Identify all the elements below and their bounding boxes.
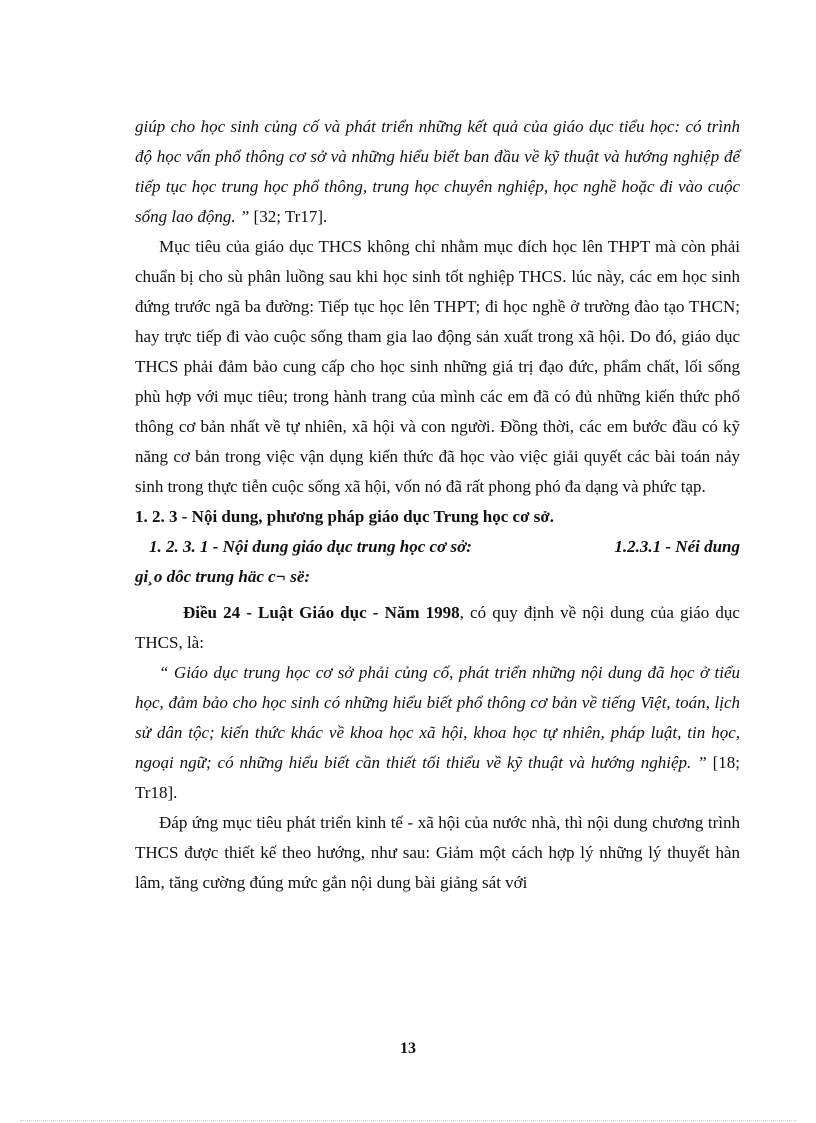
section-heading-1-2-3-1	[135, 532, 740, 562]
paragraph-objectives: Mục tiêu của giáo dục THCS không chỉ nhằm mục đích học lên THPT mà còn phải chuẩn bị cho sù phân luồng sau khi học sinh tốt nghiệp THCS. lúc này, các em học sinh đứng trước ngã ba đường: Tiếp tục học lên THPT; đi học nghề ở trường đào tạo THCN; hay trực tiếp đi vào cuộc sống tham gia lao động sản xuất trong xã hội. Do đó, giáo dục THCS phải đảm bảo cung cấp cho học sinh những giá trị đạo đức, phẩm chất, lối sống phù hợp với mục tiêu; trong hành trang của mình các em đã có đủ những kiến thức phổ thông cơ bản nhất về tự nhiên, xã hội và con người. Đồng thời, các em bước đầu có kỹ năng cơ bản trong việc vận dụng kiến thức đã học vào việc giải quyết các bài toán nảy sinh trong thực tiễn cuộc sống xã hội, vốn nó đã rất phong phó đa dạng và phức tạp.	[135, 237, 740, 496]
quote-continuation	[135, 112, 740, 232]
section-heading-1-2-3-1-text: 1. 2. 3. 1 - Nội dung giáo dục trung học cơ sở:	[149, 537, 472, 556]
article-24-intro	[135, 598, 740, 658]
quote-article-24-text: “ Giáo dục trung học cơ sở phải củng cố, phát triển những nội dung đã học ở tiểu học, đảm bảo cho học sinh có những hiểu biết phổ thông cơ bản về tiếng Việt, toán, lịch sử dân tộc; kiến thức khác về khoa học xã hội, khoa học tự nhiên, pháp luật, tin học, ngoại ngữ; có những hiểu biết cần thiết tối thiểu về kỹ thuật và hướng nghiệp. ”	[135, 663, 740, 772]
quote-article-24	[135, 658, 740, 808]
quote-continuation-reference: [32; Tr17].	[249, 207, 328, 226]
article-24-intro-text: , có quy định về nội dung của giáo dục THCS, là:	[135, 603, 740, 652]
page-body	[135, 112, 740, 898]
quote-article-24-reference: [18; Tr18].	[135, 753, 740, 802]
paragraph-curriculum: Đáp ứng mục tiêu phát triển kinh tế - xã hội của nước nhà, thì nội dung chương trình THCS được thiết kế theo hướng, như sau: Giảm một cách hợp lý những lý thuyết hàn lâm, tăng cường đúng mức gắn nội dung bài giảng sát với	[135, 813, 740, 892]
article-24-citation: Điều 24 - Luật Giáo dục - Năm 1998	[183, 603, 460, 622]
section-heading-1-2-3: 1. 2. 3 - Nội dung, phương pháp giáo dục Trung học cơ sở.	[135, 507, 555, 526]
page-number: 13	[400, 1040, 416, 1057]
section-heading-garbled-continuation: gi¸o dôc trung häc c¬ së:	[135, 567, 311, 586]
quote-continuation-text: giúp cho học sinh củng cố và phát triển những kết quả của giáo dục tiểu học: có trình độ học vấn phổ thông cơ sở và những hiểu biết ban đầu về kỹ thuật và hướng nghiệp để tiếp tục học trung học phổ thông, trung học chuyên nghiệp, học nghề hoặc đi vào cuộc sống lao động. ”	[135, 117, 740, 226]
section-heading-1-2-3-1-duplicate: 1.2.3.1 - Néi dung	[614, 537, 740, 556]
page-bottom-divider	[20, 1120, 796, 1121]
